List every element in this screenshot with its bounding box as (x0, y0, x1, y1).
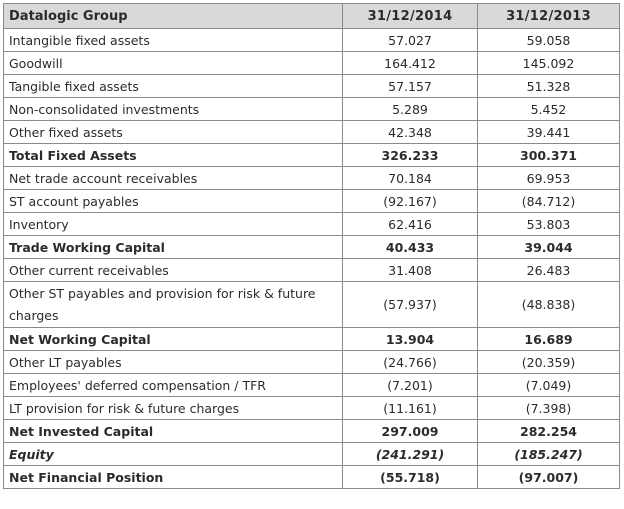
table-row (4, 328, 620, 351)
value-2014: (241.291) (343, 443, 478, 466)
value-2013: 26.483 (478, 259, 620, 282)
value-2014: (57.937) (343, 282, 478, 328)
row-label: Other current receivables (4, 259, 343, 282)
row-label: ST account payables (4, 190, 343, 213)
financial-table-container (3, 3, 620, 489)
value-2013: 300.371 (478, 144, 620, 167)
value-2013: 16.689 (478, 328, 620, 351)
table-row (4, 121, 620, 144)
table-row (4, 98, 620, 121)
row-label: LT provision for risk & future charges (4, 397, 343, 420)
value-2013: 69.953 (478, 167, 620, 190)
value-2013: 39.044 (478, 236, 620, 259)
value-2014: 297.009 (343, 420, 478, 443)
table-row (4, 374, 620, 397)
row-label: Net trade account receivables (4, 167, 343, 190)
table-row (4, 29, 620, 52)
value-2013: (7.049) (478, 374, 620, 397)
table-row (4, 144, 620, 167)
value-2014: (24.766) (343, 351, 478, 374)
value-2013: 282.254 (478, 420, 620, 443)
table-row (4, 351, 620, 374)
value-2014: 57.157 (343, 75, 478, 98)
table-row (4, 443, 620, 466)
value-2013: 39.441 (478, 121, 620, 144)
row-label: Net Working Capital (4, 328, 343, 351)
header-group: Datalogic Group (4, 4, 343, 29)
row-label: Non-consolidated investments (4, 98, 343, 121)
value-2013: (7.398) (478, 397, 620, 420)
value-2014: 5.289 (343, 98, 478, 121)
row-label: Other fixed assets (4, 121, 343, 144)
value-2014: 13.904 (343, 328, 478, 351)
row-label: Employees' deferred compensation / TFR (4, 374, 343, 397)
row-label: Goodwill (4, 52, 343, 75)
value-2013: (48.838) (478, 282, 620, 328)
value-2013: 145.092 (478, 52, 620, 75)
row-label: Equity (4, 443, 343, 466)
value-2013: 53.803 (478, 213, 620, 236)
row-label: Inventory (4, 213, 343, 236)
table-row (4, 466, 620, 489)
table-body (4, 29, 620, 489)
table-row (4, 282, 620, 328)
table-row (4, 75, 620, 98)
value-2014: (11.161) (343, 397, 478, 420)
value-2014: 31.408 (343, 259, 478, 282)
value-2014: 42.348 (343, 121, 478, 144)
value-2013: (185.247) (478, 443, 620, 466)
table-row (4, 259, 620, 282)
row-label: Total Fixed Assets (4, 144, 343, 167)
row-label: Tangible fixed assets (4, 75, 343, 98)
value-2013: 51.328 (478, 75, 620, 98)
table-row (4, 190, 620, 213)
value-2014: 40.433 (343, 236, 478, 259)
value-2014: (92.167) (343, 190, 478, 213)
value-2014: 164.412 (343, 52, 478, 75)
header-year-2014: 31/12/2014 (343, 4, 478, 29)
value-2013: (20.359) (478, 351, 620, 374)
value-2013: (97.007) (478, 466, 620, 489)
header-row (4, 4, 620, 29)
row-label: Trade Working Capital (4, 236, 343, 259)
value-2013: (84.712) (478, 190, 620, 213)
table-row (4, 420, 620, 443)
table-row (4, 167, 620, 190)
row-label: Net Financial Position (4, 466, 343, 489)
value-2014: 62.416 (343, 213, 478, 236)
table-row (4, 52, 620, 75)
table-row (4, 397, 620, 420)
value-2014: 57.027 (343, 29, 478, 52)
row-label: Intangible fixed assets (4, 29, 343, 52)
value-2014: 70.184 (343, 167, 478, 190)
value-2014: 326.233 (343, 144, 478, 167)
table-row (4, 236, 620, 259)
row-label: Net Invested Capital (4, 420, 343, 443)
balance-sheet-table (3, 3, 620, 489)
row-label: Other ST payables and provision for risk & future charges (4, 282, 343, 328)
row-label: Other LT payables (4, 351, 343, 374)
header-year-2013: 31/12/2013 (478, 4, 620, 29)
value-2014: (7.201) (343, 374, 478, 397)
value-2013: 59.058 (478, 29, 620, 52)
value-2013: 5.452 (478, 98, 620, 121)
table-row (4, 213, 620, 236)
value-2014: (55.718) (343, 466, 478, 489)
